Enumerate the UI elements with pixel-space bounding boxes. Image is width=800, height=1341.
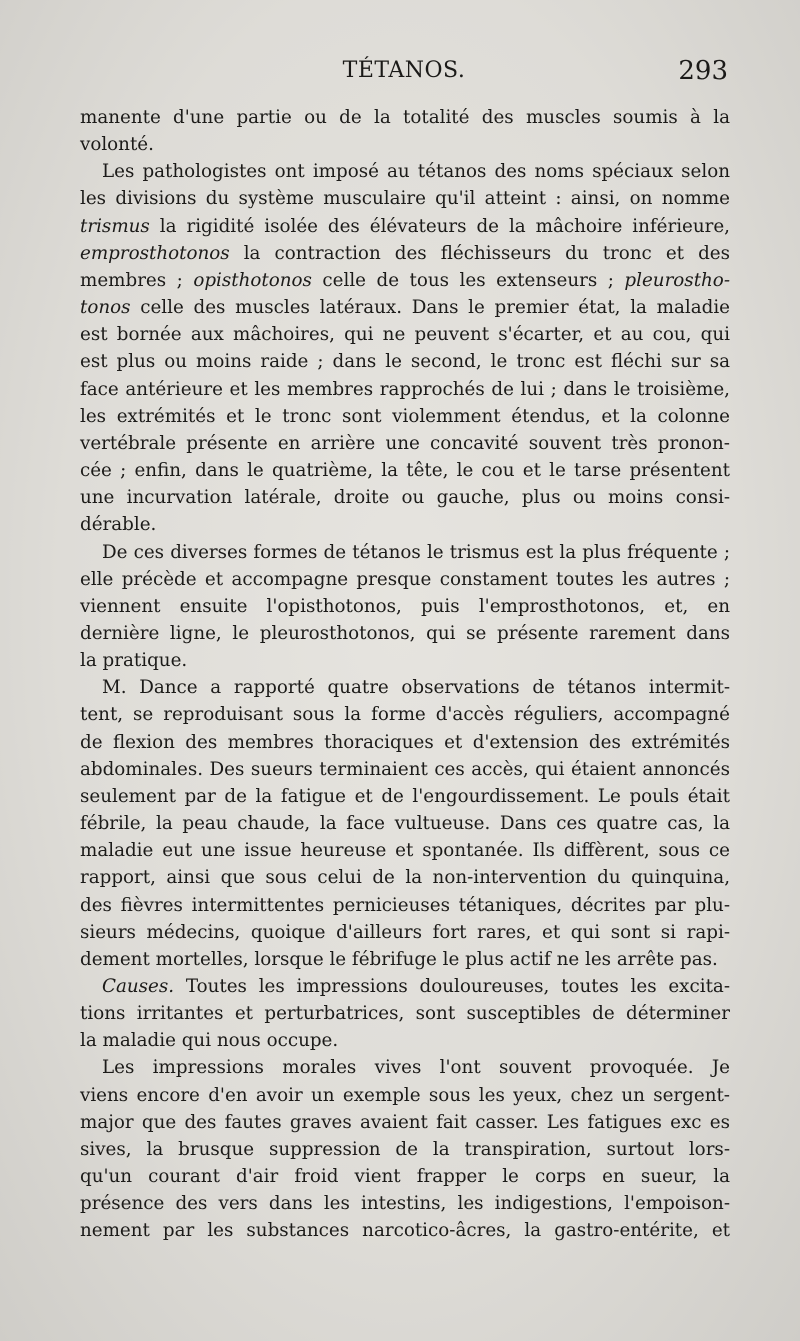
text-line: dement mortelles, lorsque le fébrifuge le plus actif ne les arrête pas. bbox=[80, 948, 718, 970]
text-line: dérable. bbox=[80, 514, 157, 536]
term-italic: tonos bbox=[80, 297, 131, 319]
text-line: viennent ensuite l'opisthotonos, puis l'emprosthotonos, et, en bbox=[80, 595, 730, 617]
text-line: de flexion des membres thoraciques et d'extension des extrémités bbox=[80, 731, 730, 753]
text-line: tent, se reproduisant sous la forme d'accès réguliers, accompagné bbox=[80, 704, 730, 726]
text-line: volonté. bbox=[80, 134, 154, 156]
paragraph bbox=[80, 158, 730, 538]
text-line bbox=[80, 213, 730, 240]
text-line: la pratique. bbox=[80, 650, 188, 672]
text-fragment: la rigidité isolée des élévateurs de la mâchoire inférieure, bbox=[149, 215, 730, 237]
text-line: une incurvation latérale, droite ou gauche, plus ou moins consi- bbox=[80, 487, 730, 509]
text-line: des fièvres intermittentes pernicieuses tétaniques, décrites par plu- bbox=[80, 894, 730, 916]
text-line: qu'un courant d'air froid vient frapper le corps en sueur, la bbox=[80, 1166, 730, 1188]
text-line: seulement par de la fatigue et de l'engourdissement. Le pouls était bbox=[80, 785, 730, 807]
text-line: présence des vers dans les intestins, les indigestions, l'empoison- bbox=[80, 1193, 730, 1215]
text-line bbox=[80, 267, 730, 294]
text-line: les divisions du système musculaire qu'il atteint : ainsi, on nomme bbox=[80, 188, 730, 210]
text-line: est plus ou moins raide ; dans le second, le tronc est fléchi sur sa bbox=[80, 351, 730, 373]
text-line: sieurs médecins, quoique d'ailleurs fort rares, et qui sont si rapi- bbox=[80, 921, 730, 943]
text-fragment: membres ; bbox=[80, 269, 194, 291]
text-line bbox=[80, 240, 730, 267]
text-line bbox=[80, 294, 730, 321]
text-line: M. Dance a rapporté quatre observations de tétanos intermit- bbox=[102, 677, 730, 699]
text-line: viens encore d'en avoir un exemple sous les yeux, chez un sergent- bbox=[80, 1084, 730, 1106]
text-line: Les pathologistes ont imposé au tétanos des noms spéciaux selon bbox=[102, 161, 730, 183]
text-line: les extrémités et le tronc sont violemment étendus, et la colonne bbox=[80, 405, 730, 427]
paragraph bbox=[80, 1054, 730, 1244]
text-fragment: celle des muscles latéraux. Dans le premier état, la maladie bbox=[130, 297, 730, 319]
text-line: rapport, ainsi que sous celui de la non-intervention du quinquina, bbox=[80, 867, 730, 889]
text-line: tions irritantes et perturbatrices, sont susceptibles de déterminer bbox=[80, 1003, 730, 1025]
term-italic: trismus bbox=[80, 215, 150, 237]
text-line: Les impressions morales vives l'ont souvent provoquée. Je bbox=[102, 1057, 730, 1079]
text-line: elle précède et accompagne presque constament toutes les autres ; bbox=[80, 568, 730, 590]
term-italic: pleurostho- bbox=[624, 269, 730, 291]
section-heading-italic: Causes. bbox=[102, 976, 175, 997]
text-line: major que des fautes graves avaient fait casser. Les fatigues exc es bbox=[80, 1111, 730, 1133]
text-fragment: Toutes les impressions douloureuses, toutes les excita- bbox=[174, 976, 730, 997]
body-text bbox=[80, 104, 730, 1245]
paragraph bbox=[80, 973, 730, 1054]
paragraph bbox=[80, 674, 730, 973]
page-header bbox=[80, 58, 728, 98]
paragraph bbox=[80, 104, 730, 158]
text-line: cée ; enfin, dans le quatrième, la tête, le cou et le tarse présentent bbox=[80, 460, 730, 482]
term-italic: opisthotonos bbox=[193, 269, 312, 291]
text-line: face antérieure et les membres rapprochés de lui ; dans le troisième, bbox=[80, 378, 730, 400]
text-line: manente d'une partie ou de la totalité des muscles soumis à la bbox=[80, 107, 730, 128]
text-line: abdominales. Des sueurs terminaient ces accès, qui étaient annoncés bbox=[80, 758, 730, 780]
text-line: De ces diverses formes de tétanos le trismus est la plus fréquente ; bbox=[102, 541, 730, 563]
text-line: la maladie qui nous occupe. bbox=[80, 1030, 339, 1052]
page-number: 293 bbox=[678, 56, 728, 86]
text-fragment: celle de tous les extenseurs ; bbox=[311, 269, 625, 291]
text-line: maladie eut une issue heureuse et spontanée. Ils diffèrent, sous ce bbox=[80, 840, 730, 862]
term-italic: emprosthotonos bbox=[80, 242, 230, 264]
text-line: fébrile, la peau chaude, la face vultueuse. Dans ces quatre cas, la bbox=[80, 813, 730, 835]
text-line: nement par les substances narcotico-âcres, la gastro-entérite, et bbox=[80, 1220, 730, 1242]
text-line: vertébrale présente en arrière une concavité souvent très pronon- bbox=[80, 432, 730, 454]
text-line: dernière ligne, le pleurosthotonos, qui se présente rarement dans bbox=[80, 622, 730, 644]
text-fragment: la contraction des fléchisseurs du tronc et des bbox=[229, 242, 730, 264]
text-line: sives, la brusque suppression de la transpiration, surtout lors- bbox=[80, 1138, 730, 1160]
text-line bbox=[80, 973, 730, 1000]
running-title: TÉTANOS. bbox=[342, 58, 466, 83]
text-line: est bornée aux mâchoires, qui ne peuvent s'écarter, et au cou, qui bbox=[80, 324, 730, 346]
paragraph bbox=[80, 539, 730, 675]
